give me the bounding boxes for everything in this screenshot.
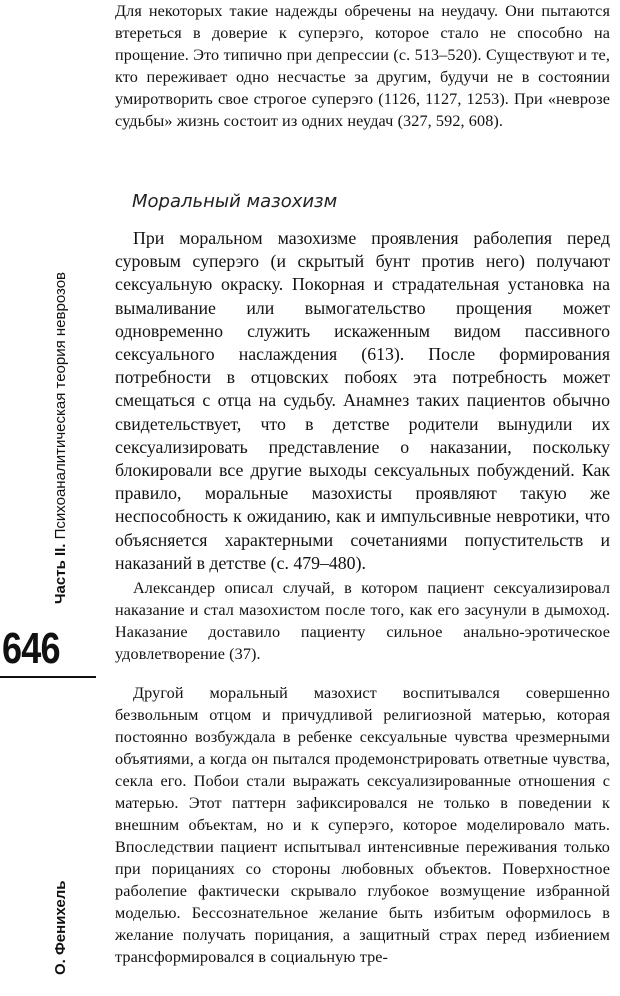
part-label: Часть II.	[52, 543, 69, 604]
author-name: О. Фенихель	[52, 880, 69, 975]
paragraph-other-case: Другой моральный мазохист воспитывался совершенно безвольным отцом и причудливой религиозной матерью, которая постоянно возбуждала в ребенке сексуальные чувства чрезмерными объятиями, а когда он пытался продемонстрировать ответные чувства, секла его. Побои стали выражать сексуализированные отношения с матерью. Этот паттерн зафиксировался не только в поведении к внешним объектам, но и к суперэго, которое моделировало мать. Впоследствии пациент испытывал интенсивные переживания только при порицаниях со стороны любовных объектов. Поверхностное раболепие фактически скрывало глубокое возмущение избранной моделью. Бессознательное желание быть избитым оформилось в желание получать порицания, а защитный страх перед избиением трансформировался в социальную тре-	[115, 684, 610, 966]
sidebar	[0, 0, 100, 996]
section-title: Психоаналитическая теория неврозов	[52, 271, 69, 544]
running-header	[52, 272, 70, 604]
paragraph-alexander: Александер описал случай, в котором пациент сексуализировал наказание и стал мазохистом после того, как его засунули в дымоход. Наказание доставило пациенту сильное анально-эротическое удовлетворение (37).	[115, 579, 610, 663]
section-heading: Моральный мазохизм	[132, 191, 338, 212]
page-number-rule	[0, 676, 96, 678]
paragraph-main: При моральном мазохизме проявления раболепия перед суровым суперэго (и скрытый бунт против него) получают сексуальную окраску. Покорная и страдательная установка на вымаливание или вымогательство прощения может одновременно служить искаженным видом пассивного сексуального наслаждения (613). После формирования потребности в отцовских побоях эта потребность может смещаться с отца на судьбу. Анамнез таких пациентов обычно свидетельствует, что в детстве родители вынудили их сексуализировать представление о наказании, поскольку блокировали все другие выходы сексуальных побуждений. Как правило, моральные мазохисты проявляют такую же неспособность к ожиданию, как и импульсивные невротики, что объясняется характерными сочетаниями попустительств и наказаний в детстве (с. 479–480).	[115, 228, 610, 573]
paragraph-top: Для некоторых такие надежды обречены на неудачу. Они пытаются втереться в доверие к суперэго, которое стало не способно на прощение. Это типично при депрессии (с. 513–520). Существуют и те, кто переживает одно несчастье за другим, будучи не в состоянии умиротворить свое строгое суперэго (1126, 1127, 1253). При «неврозе судьбы» жизнь состоит из одних неудач (327, 592, 608).	[115, 2, 610, 130]
page-number: 646	[2, 624, 60, 673]
